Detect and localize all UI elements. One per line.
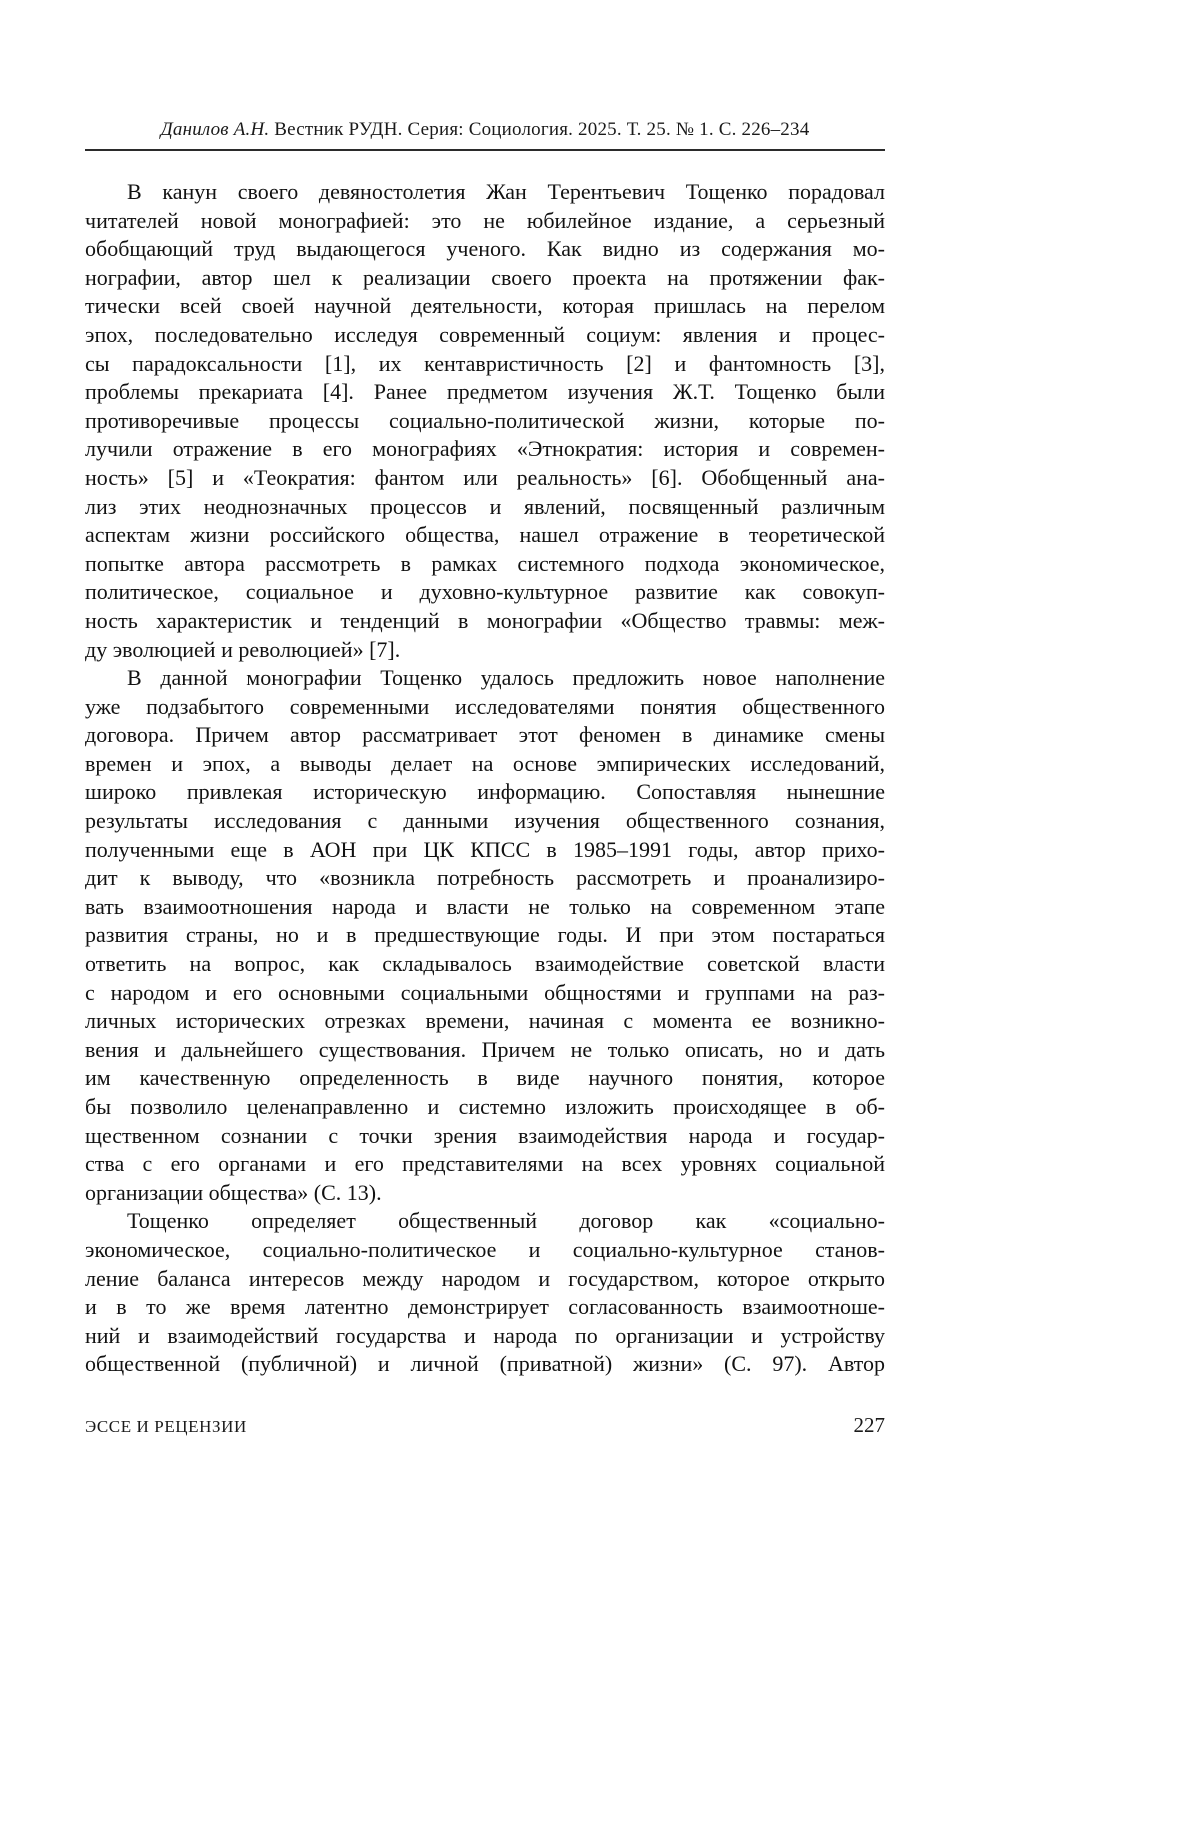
text-line: щественном сознании с точки зрения взаимодействия народа и государ-: [85, 1122, 885, 1148]
text-line: В канун своего девяностолетия Жан Терентьевич Тощенко порадовал: [127, 179, 885, 204]
text-line: вать взаимоотношения народа и власти не только на современном этапе: [85, 893, 885, 919]
text-line: договора. Причем автор рассматривает этот феномен в динамике смены: [85, 722, 885, 748]
text-line: ду эволюцией и революцией» [7].: [85, 636, 401, 662]
text-line: эпох, последовательно исследуя современный социум: явления и процес-: [85, 321, 885, 347]
text-line: обобщающий труд выдающегося ученого. Как видно из содержания мо-: [85, 236, 885, 262]
header-citation: Вестник РУДН. Серия: Социология. 2025. Т. 25. № 1. С. 226–234: [274, 119, 810, 140]
running-header: [85, 118, 885, 142]
text-line: времен и эпох, а выводы делает на основе эмпирических исследований,: [85, 750, 885, 776]
text-line: ний и взаимодействий государства и народа по организации и устройству: [85, 1322, 885, 1348]
article-body: [85, 178, 885, 1379]
text-line: им качественную определенность в виде научного понятия, которое: [85, 1065, 885, 1091]
footer-page-number: 227: [853, 1412, 885, 1437]
text-line: читателей новой монографией: это не юбилейное издание, а серьезный: [85, 207, 885, 233]
text-line: ответить на вопрос, как складывалось взаимодействие советской власти: [85, 951, 885, 977]
text-line: ность характеристик и тенденций в монографии «Общество травмы: меж-: [85, 607, 885, 633]
text-line: ление баланса интересов между народом и государством, которое открыто: [85, 1265, 885, 1291]
text-line: противоречивые процессы социально-политической жизни, которые по-: [85, 407, 885, 433]
text-line: уже подзабытого современными исследователями понятия общественного: [85, 693, 885, 719]
text-line: попытке автора рассмотреть в рамках системного подхода экономическое,: [85, 550, 885, 576]
text-line: сы парадоксальности [1], их кентавристичность [2] и фантомность [3],: [85, 350, 885, 376]
header-rule: [85, 149, 885, 151]
text-line: с народом и его основными социальными общностями и группами на раз-: [85, 979, 885, 1005]
text-line: ства с его органами и его представителями на всех уровнях социальной: [85, 1151, 885, 1177]
page-footer: [85, 1413, 885, 1438]
text-line: результаты исследования с данными изучения общественного сознания,: [85, 808, 885, 834]
text-line: бы позволило целенаправленно и системно изложить происходящее в об-: [85, 1094, 885, 1119]
paragraph: [85, 178, 885, 664]
text-column: [85, 118, 885, 1438]
text-line: проблемы прекариата [4]. Ранее предметом изучения Ж.Т. Тощенко были: [85, 379, 885, 405]
text-line: широко привлекая историческую информацию. Сопоставляя нынешние: [85, 779, 885, 805]
text-line: вения и дальнейшего существования. Причем не только описать, но и дать: [85, 1036, 885, 1062]
text-line: организации общества» (С. 13).: [85, 1179, 382, 1205]
text-line: лиз этих неоднозначных процессов и явлений, посвященный различным: [85, 493, 885, 519]
text-line: экономическое, социально-политическое и социально-культурное станов-: [85, 1236, 885, 1262]
text-line: политическое, социальное и духовно-культурное развитие как совокуп-: [85, 579, 885, 605]
text-line: дит к выводу, что «возникла потребность рассмотреть и проанализиро-: [85, 865, 885, 891]
text-line: тически всей своей научной деятельности, которая пришлась на перелом: [85, 293, 885, 319]
text-line: и в то же время латентно демонстрирует согласованность взаимоотноше-: [85, 1294, 885, 1320]
text-line: общественной (публичной) и личной (приватной) жизни» (С. 97). Автор: [85, 1351, 885, 1377]
text-line: аспектам жизни российского общества, нашел отражение в теоретической: [85, 522, 885, 548]
text-line: ность» [5] и «Теократия: фантом или реальность» [6]. Обобщенный ана-: [85, 464, 885, 490]
text-line: нографии, автор шел к реализации своего проекта на протяжении фак-: [85, 264, 885, 290]
footer-section-label: ЭССЕ И РЕЦЕНЗИИ: [85, 1416, 247, 1436]
header-author: Данилов А.Н.: [160, 119, 270, 140]
text-line: Тощенко определяет общественный договор как «социально-: [127, 1208, 885, 1234]
text-line: полученными еще в АОН при ЦК КПСС в 1985–1991 годы, автор прихо-: [85, 836, 885, 862]
text-line: В данной монографии Тощенко удалось предложить новое наполнение: [127, 665, 885, 691]
paragraph: [85, 664, 885, 1207]
text-line: личных исторических отрезках времени, начиная с момента ее возникно-: [85, 1008, 885, 1034]
text-line: лучили отражение в его монографиях «Этнократия: история и современ-: [85, 436, 885, 462]
paragraph: [85, 1207, 885, 1379]
text-line: развития страны, но и в предшествующие годы. И при этом постараться: [85, 922, 885, 948]
